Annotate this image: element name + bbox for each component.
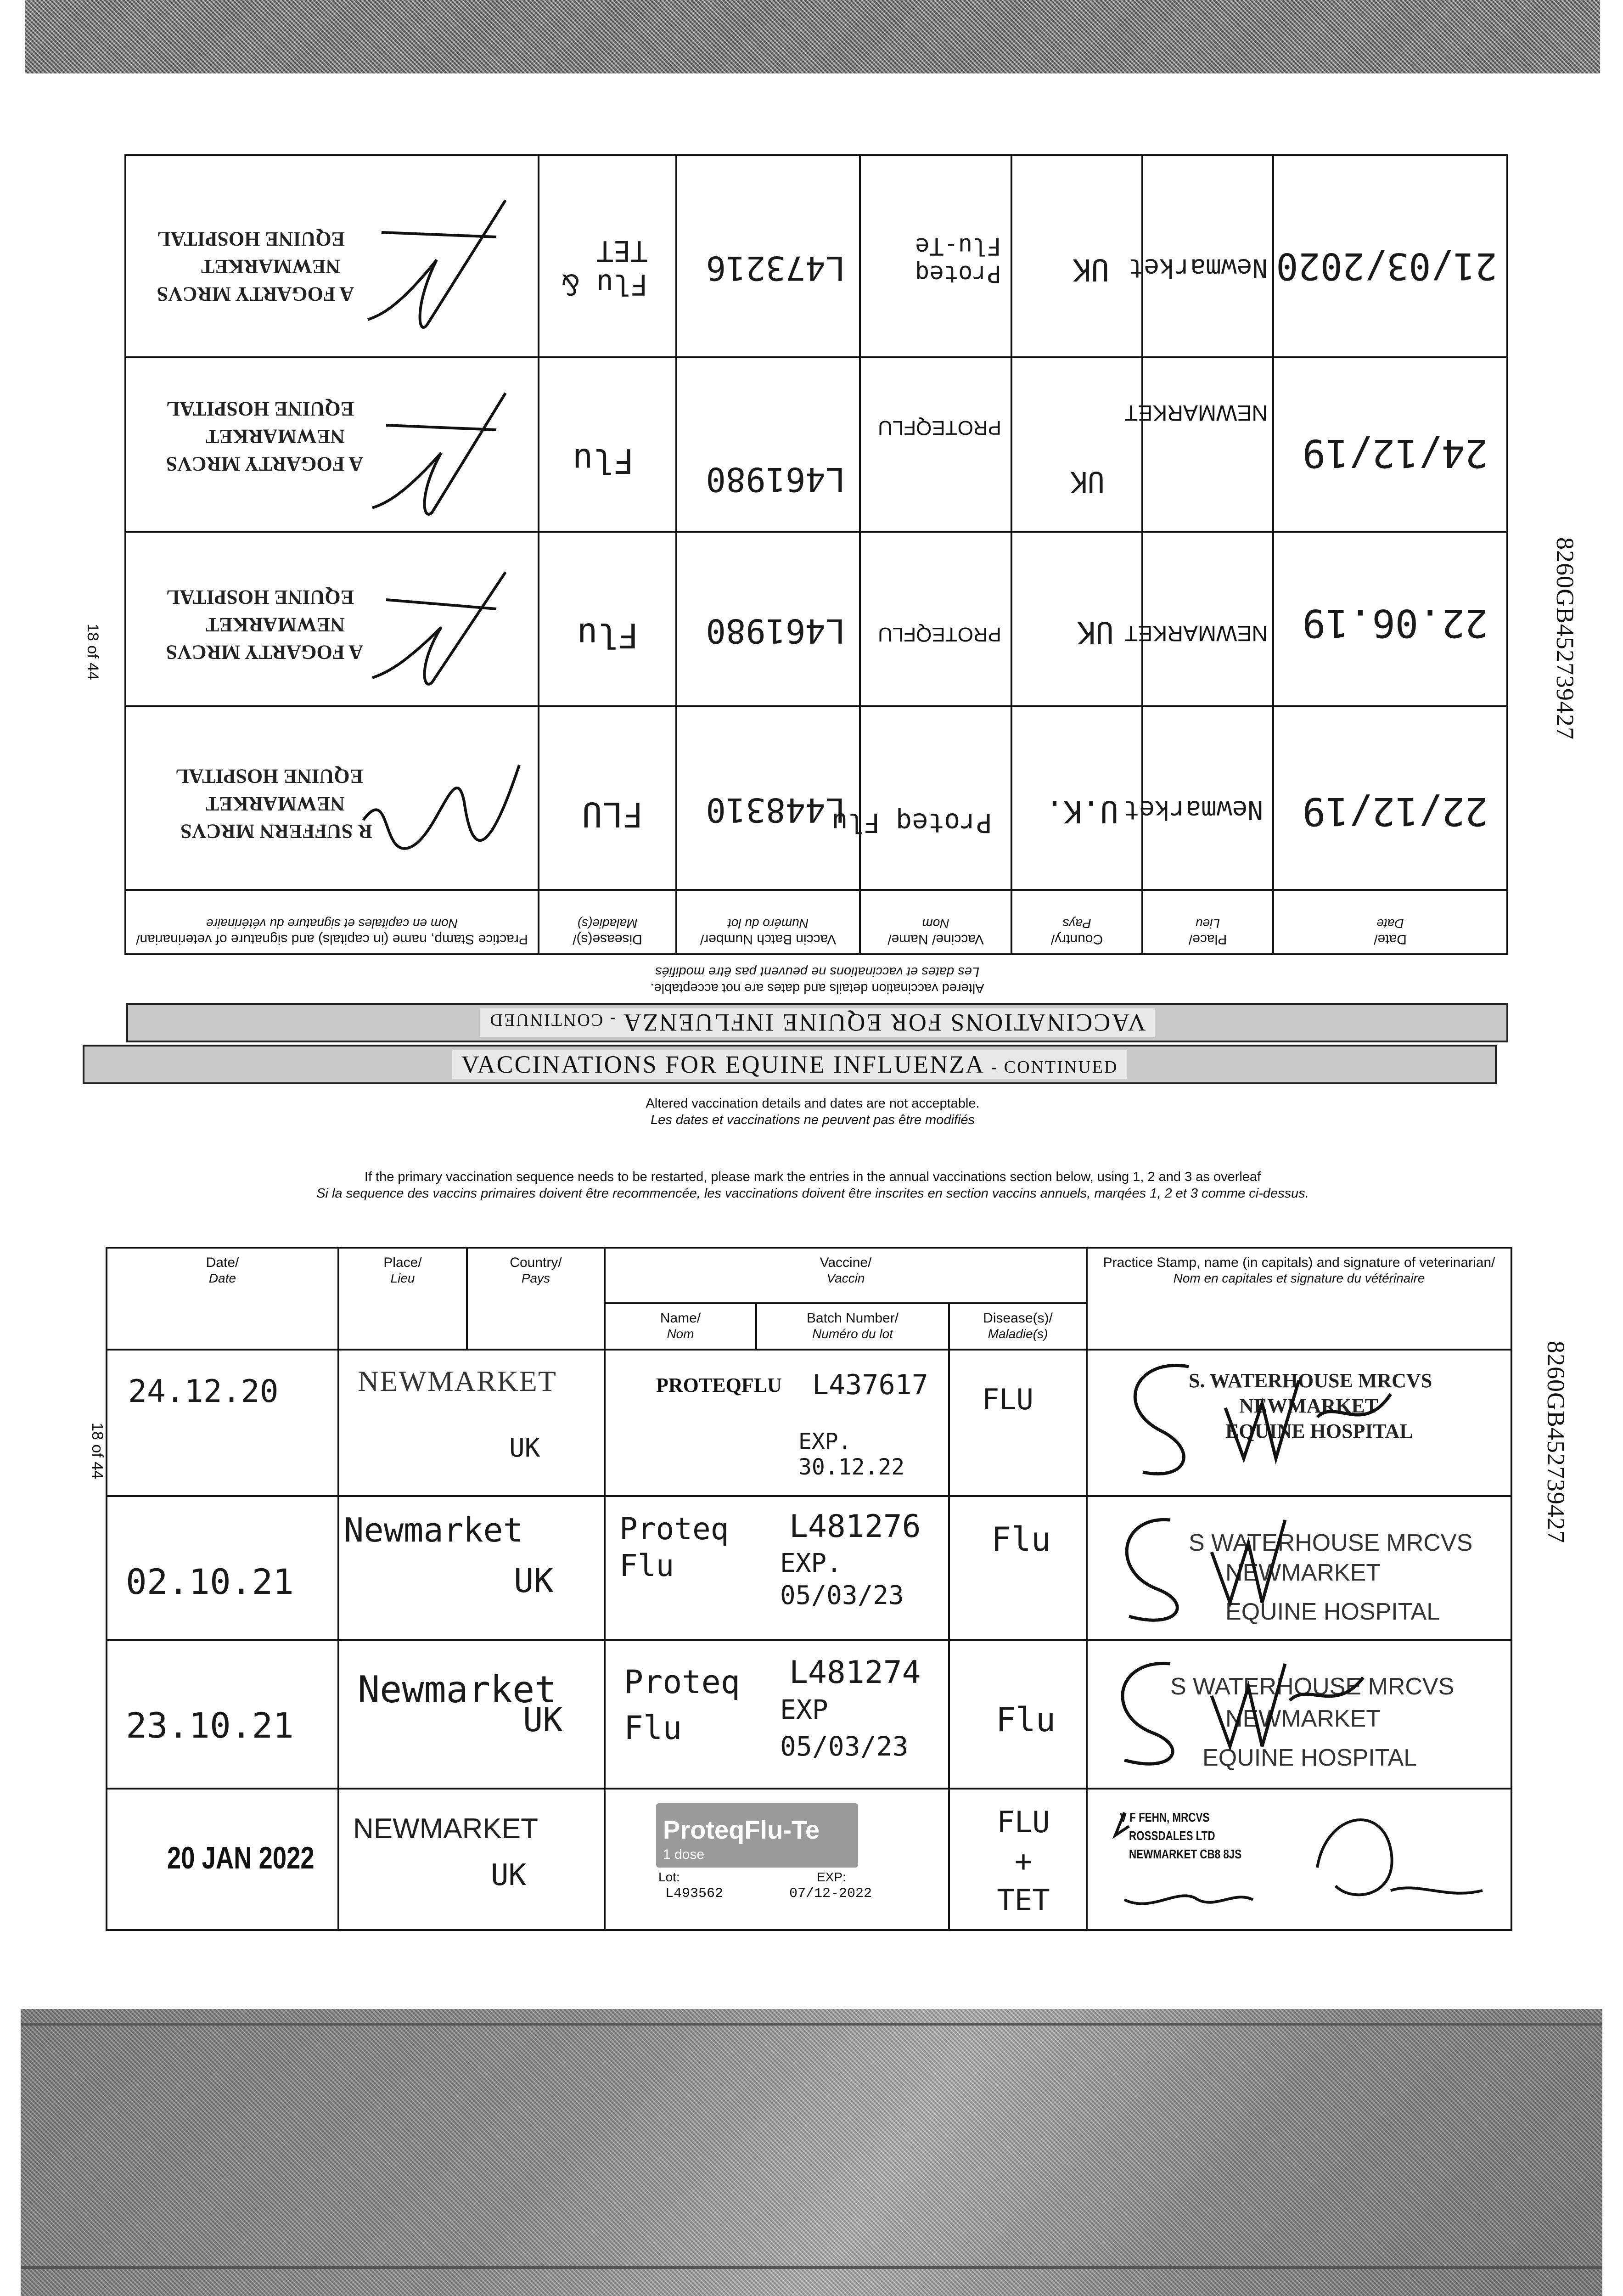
lower-row-expiry: 07/12-2022 [789,1885,872,1902]
page-number-upper: 18 of 44 [84,624,101,680]
lower-row-disease: Flu [991,1519,1051,1559]
lower-row-country: UK [509,1433,540,1463]
signature-icon [1097,1645,1382,1783]
upper-row-place: NEWMARKET [1124,621,1268,645]
upper-row-stamp: R SUFFERN MRCVS NEWMARKET EQUINE HOSPITAL [126,707,538,889]
lower-row-date: 02.10.21 [126,1561,294,1602]
lower-row-place: Newmarket [344,1510,523,1549]
signature-icon [349,182,524,338]
lower-row-place: Newmarket [358,1668,557,1711]
lower-header-vaccine: Vaccine/ Vaccin [605,1248,1087,1303]
lower-header-name: Name/ Nom [605,1303,756,1350]
upper-row-batch: L473216 [706,249,845,287]
upper-row-date: 21/03/2020 [1276,245,1497,287]
signature-icon [359,375,524,522]
lower-banner-title: VACCINATIONS FOR EQUINE INFLUENZA [461,1051,984,1078]
sticker-dose: 1 dose [663,1846,705,1862]
signature-icon [1106,1353,1427,1491]
upper-row-stamp: A FOGARTY MRCVS NEWMARKET EQUINE HOSPITAL [126,156,538,356]
upper-row-batch: L448310 [706,791,845,829]
lower-header-place: Place/ Lieu [338,1248,467,1350]
lower-row-date: 20 JAN 2022 [167,1840,314,1875]
lower-row-disease: FLU [982,1383,1033,1417]
signature-icon [1097,1794,1501,1923]
upper-header-disease: Disease(s)/ Maladie(s) [539,890,676,954]
lower-row-stamp: V F FEHN, MRCVS ROSSDALES LTD NEWMARKET CB8 8JS [1088,1790,1511,1929]
lower-row-expiry: EXP. 05/03/23 [780,1548,904,1610]
lower-banner-continued: - CONTINUED [991,1058,1118,1077]
lower-row-expiry: EXP 05/03/23 [780,1694,909,1762]
lower-row-name: Proteq Flu [619,1511,729,1583]
upright-section [106,1045,1520,1963]
lower-row [107,1350,1511,1496]
lower-row [107,1640,1511,1788]
upper-vaccination-table [124,154,1508,955]
upper-row-place: Newmarket [1128,253,1268,283]
lower-banner [83,1045,1497,1084]
lower-header-date: Date/ Date [107,1248,338,1350]
upper-header-practice: Practice Stamp, name (in capitals) and signature of veterinarian/ Nom en capitales et signature du vétérinaire [125,890,539,954]
upper-row-stamp: A FOGARTY MRCVS NEWMARKET EQUINE HOSPITAL [126,533,538,705]
upper-row-batch: L461980 [706,460,845,499]
lower-row-place: NEWMARKET [353,1812,538,1845]
lower-row-country: UK [514,1561,554,1600]
lower-row-disease: FLU + TET [997,1805,1050,1918]
upper-row [125,532,1507,706]
upper-row-disease: Flu [573,441,634,480]
lower-row-batch: L481274 [789,1654,921,1691]
lower-row-country: UK [491,1858,527,1892]
signature-icon [359,554,524,692]
sticker-product-name: ProteqFlu-Te [663,1815,820,1844]
vaccine-label-sticker [606,1790,948,1929]
upper-row-name: PROTEQFLU [878,416,1001,439]
side-code-lower: 8260GB452739427 [1542,1341,1570,1544]
restart-notice [106,1169,1520,1202]
upper-row-country: UK [1077,615,1114,650]
lower-vaccination-table [106,1247,1512,1931]
lower-row-batch: L493562 [665,1885,724,1902]
upper-row-name: PROTEQFLU [878,623,1001,646]
upper-header-place: Place/ Lieu [1142,890,1273,954]
sticker-exp-label: EXP: [817,1869,846,1884]
restart-notice-en: If the primary vaccination sequence needs to be restarted, please mark the entries in the annual vaccinations section below, using 1, 2 and 3 as overleaf [364,1170,1261,1184]
lower-row-batch: L481276 [789,1508,921,1545]
upper-row-country: UK [1070,465,1105,499]
upper-row [125,155,1507,357]
upper-banner [126,1003,1508,1042]
lower-row [107,1496,1511,1640]
upper-row-place: NEWMARKET [1124,400,1268,425]
upper-notice [126,963,1508,996]
sticker-lot-label: Lot: [658,1869,680,1884]
lower-row-name: Proteq Flu [624,1663,740,1747]
upper-row-name: Proteq Flu-Te [915,232,1001,287]
signature-icon [354,737,528,875]
lower-row-stamp: S WATERHOUSE MRCVS NEWMARKET EQUINE HOSPITAL [1088,1641,1511,1787]
scan-border-top [25,0,1600,73]
page-number-lower: 18 of 44 [88,1423,106,1479]
lower-row-place: NEWMARKET [358,1365,557,1398]
upper-header-batch: Vaccin Batch Number/ Numéro du lot [676,890,860,954]
lower-row-stamp: S. WATERHOUSE MRCVS NEWMARKET EQUINE HOSPITAL [1088,1351,1511,1495]
upper-notice-en: Altered vaccination details and dates are not acceptable. [650,981,984,996]
upper-notice-fr: Les dates et vaccinations ne peuvent pas être modifiés [655,964,980,979]
upper-row [125,706,1507,890]
upper-row-disease: Flu [577,615,639,655]
lower-row-name: PROTEQFLU [656,1374,782,1397]
upper-row-disease: Flu & TET [562,234,648,301]
upper-row-country: U.K. [1045,794,1118,829]
lower-notice [106,1095,1520,1128]
upper-row-date: 22/12/19 [1302,789,1488,834]
lower-row-batch: L437617 [812,1369,928,1401]
scan-border-bottom [21,2009,1602,2296]
upper-header-name: Vaccine/ Name/ Nom [860,890,1011,954]
upper-header-country: Country/ Pays [1011,890,1142,954]
upper-row-date: 22.06.19 [1302,601,1488,646]
lower-header-country: Country/ Pays [467,1248,605,1350]
side-code-upper: 8260GB452739427 [1551,537,1579,740]
lower-row-stamp: S WATERHOUSE MRCVS NEWMARKET EQUINE HOSPITAL [1088,1497,1511,1639]
upper-row-stamp: A FOGARTY MRCVS NEWMARKET EQUINE HOSPITAL [126,358,538,531]
lower-row-expiry: EXP. 30.12.22 [798,1429,905,1480]
lower-row-country: UK [523,1700,563,1739]
lower-row [107,1789,1511,1930]
lower-row-disease: Flu [996,1700,1056,1739]
upper-row-batch: L461980 [706,612,845,650]
upper-row-name: Proteq Flu [831,807,992,838]
upper-banner-continued: - CONTINUED [489,1010,616,1030]
upper-row-disease: FLU [582,794,643,834]
upside-down-section [126,156,1508,1042]
lower-notice-fr: Les dates et vaccinations ne peuvent pas être modifiés [650,1113,975,1127]
restart-notice-fr: Si la sequence des vaccins primaires doivent être recommencée, les vaccinations doivent être inscrites en section vaccins annuels, marqées 1, 2 et 3 comme ci-dessus. [316,1186,1309,1201]
lower-row-date: 24.12.20 [128,1373,279,1410]
upper-row [125,357,1507,532]
lower-notice-en: Altered vaccination details and dates are not acceptable. [646,1096,980,1111]
signature-icon [1101,1502,1359,1635]
upper-header-date: Date/ Date [1273,890,1507,954]
upper-row-date: 24/12/19 [1302,431,1488,476]
lower-header-practice: Practice Stamp, name (in capitals) and signature of veterinarian/ Nom en capitales et signature du vétérinaire [1087,1248,1511,1350]
upper-row-country: UK [1073,252,1109,287]
lower-header-disease: Disease(s)/ Maladie(s) [949,1303,1087,1350]
lower-row-date: 23.10.21 [126,1705,294,1746]
upper-row-place: Newmarket [1123,795,1263,825]
lower-header-batch: Batch Number/ Numéro du lot [756,1303,949,1350]
upper-banner-title: VACCINATIONS FOR EQUINE INFLUENZA [623,1009,1146,1036]
